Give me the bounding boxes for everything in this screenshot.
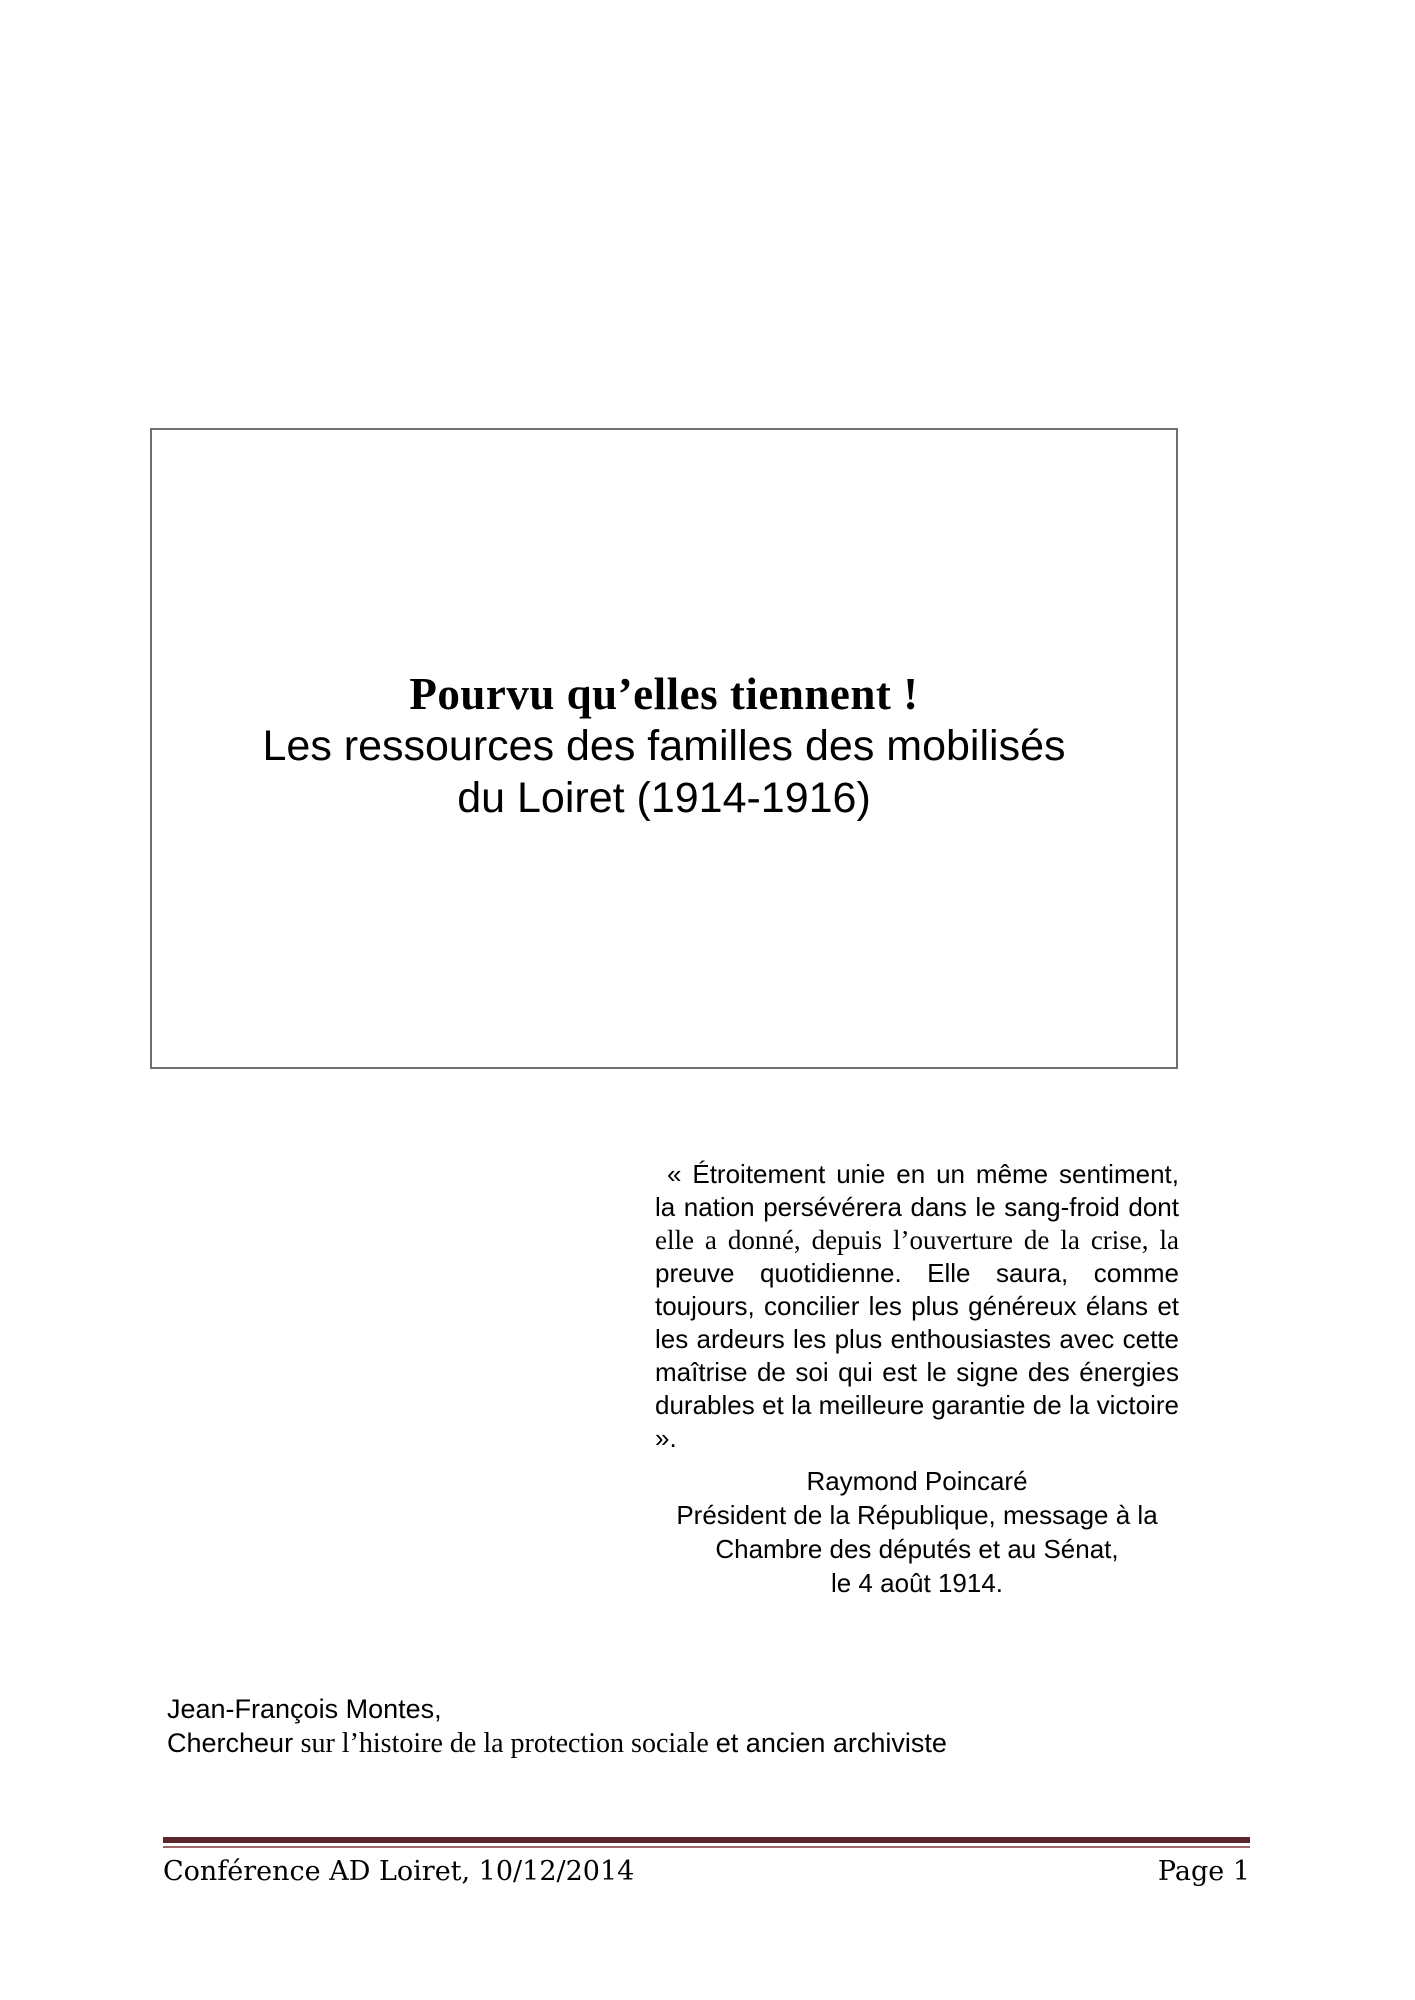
attribution-date: le 4 août 1914. [830, 1568, 1004, 1598]
quote-part-sans-2: preuve quotidienne. Elle saura, comme toujours, concilier les plus généreux élans et les ardeurs les plus enthousiastes avec cette maîtrise de soi qui est le signe des énergies durables et la meilleure garantie de la victoire ». [655, 1258, 1179, 1453]
attribution-author: Raymond Poincaré [806, 1466, 1028, 1496]
quote-part-serif: elle a donné, depuis l’ouverture de la crise, la [655, 1225, 1179, 1255]
document-title-line3: du Loiret (1914-1916) [457, 774, 871, 822]
title-box [150, 428, 1178, 1069]
document-title-line1: Pourvu qu’elles tiennent ! [409, 669, 919, 719]
author-block [167, 1692, 947, 1761]
footer-page-number: Page 1 [1157, 1856, 1250, 1887]
title-block [152, 430, 1176, 824]
page-footer [163, 1856, 1250, 1888]
document-title-line2: Les ressources des familles des mobilisés [262, 722, 1066, 770]
attribution-role: Président de la République, message à la [676, 1500, 1158, 1530]
author-description [167, 1726, 947, 1761]
attribution-venue: Chambre des députés et au Sénat, [715, 1534, 1119, 1564]
quote-part-sans-1: « Étroitement unie en un même sentiment, la nation persévérera dans le sang-froid dont [655, 1159, 1179, 1222]
author-desc-part1: Chercheur [167, 1728, 301, 1758]
epigraph-quote [655, 1158, 1179, 1455]
author-desc-part2: sur l’histoire de la protection sociale [300, 1728, 716, 1759]
quote-attribution [655, 1464, 1179, 1600]
footer-divider-rule [163, 1837, 1250, 1848]
footer-conference-label: Conférence AD Loiret, 10/12/2014 [163, 1856, 635, 1887]
author-desc-part3: et ancien archiviste [715, 1728, 947, 1758]
author-name: Jean-François Montes, [167, 1694, 442, 1724]
